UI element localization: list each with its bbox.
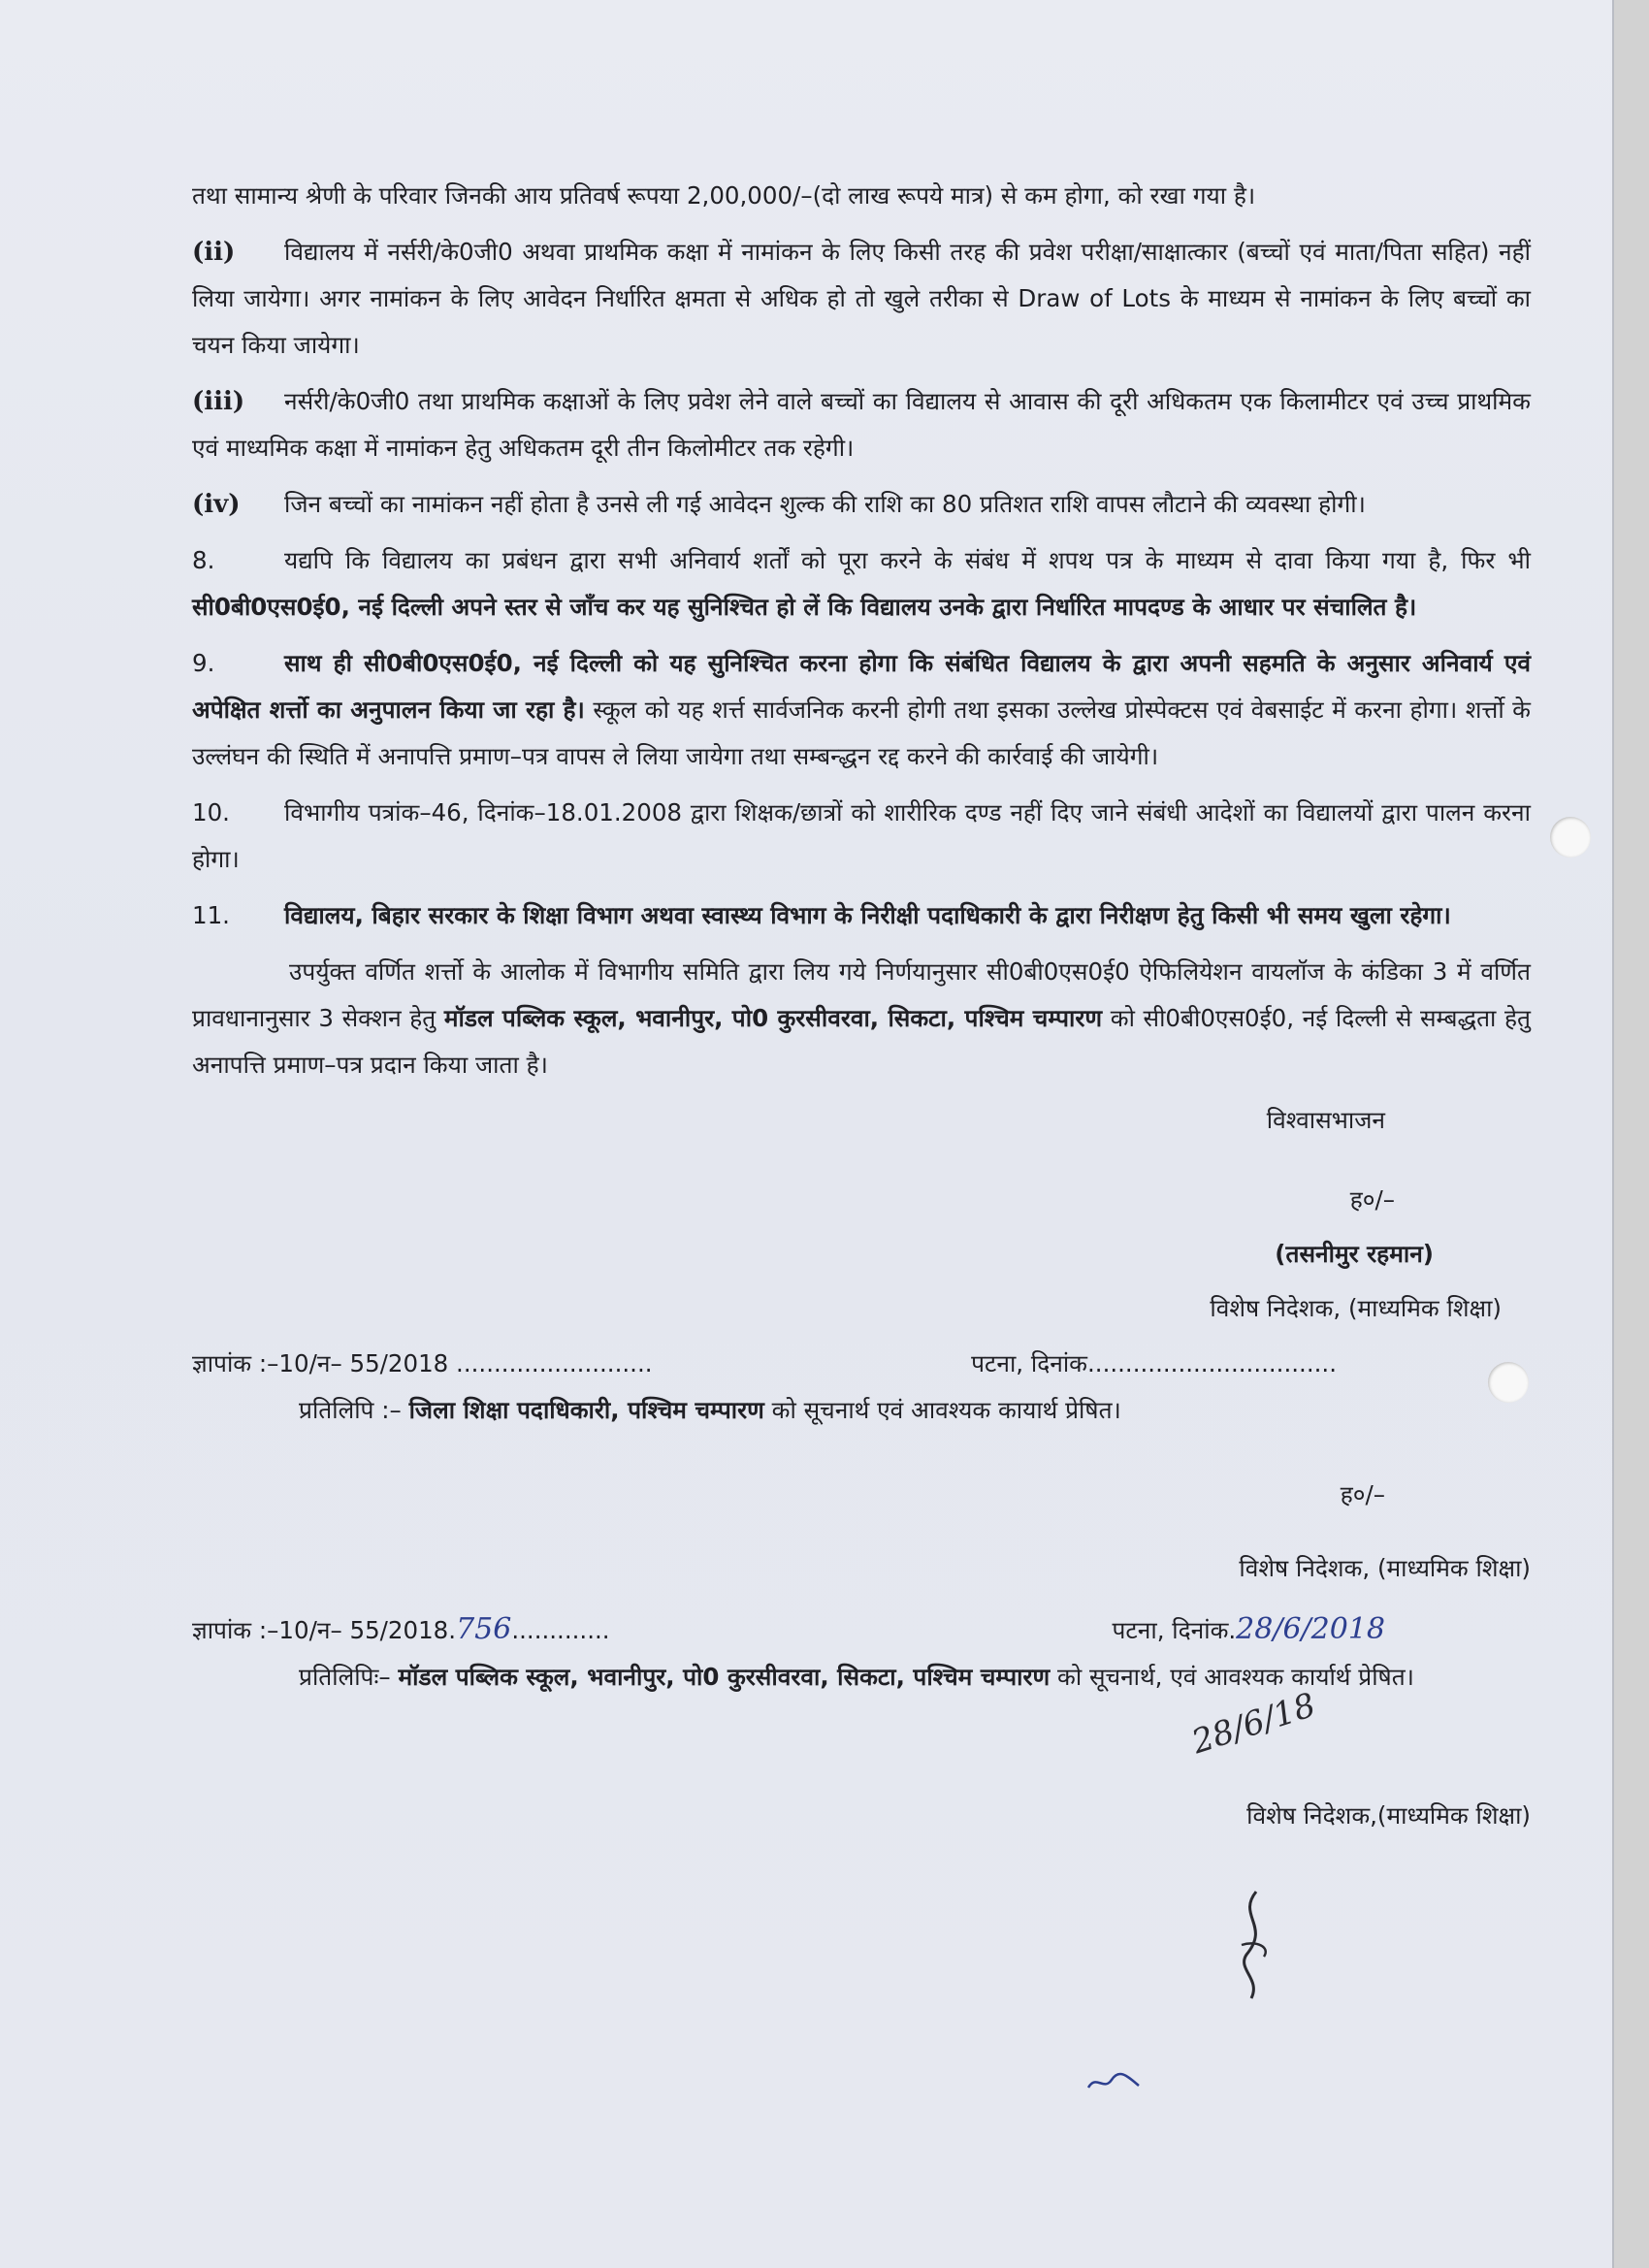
memo-place-date: पटना, दिनांक................................. <box>971 1349 1337 1377</box>
point-bold-text: सी0बी0एस0ई0, नई दिल्ली अपने स्तर से जाँच कर यह सुनिश्चित हो लें कि विद्यालय उनके द्वारा निर्धारित मापदण्ड के आधार पर संचालित है। <box>192 593 1417 621</box>
memo-number: ज्ञापांक :–10/न– 55/2018 .......................... <box>192 1349 653 1377</box>
item-number: (iii) <box>192 387 245 416</box>
point-bold-text: साथ ही सी0बी0एस0ई0, नई दिल्ली को यह सुनिश्चित करना होगा कि संबंधित विद्यालय के द्वारा अपनी सहमति के अनुसार अनिवार्य एवं अपेक्षित शर्त्तो का अनुपालन किया जा रहा है। <box>192 649 1531 724</box>
signatory-name: (तसनीमुर रहमान) <box>1275 1240 1434 1268</box>
item-text: विद्यालय में नर्सरी/के0जी0 अथवा प्राथमिक कक्षा में नामांकन के लिए किसी तरह की प्रवेश परीक्षा/साक्षात्कार (बच्चों एवं माता/पिता सहित) नहीं लिया जायेगा। अगर नामांकन के लिए आवेदन निर्धारित क्षमता से अधिक हो तो खुले तरीका से Draw of Lots के माध्यम से नामांकन के लिए बच्चों का चयन किया जायेगा। <box>192 238 1531 359</box>
letter-body <box>192 173 1531 1848</box>
initial-date: 28/6/18 <box>1186 1685 1320 1763</box>
memo1-signature <box>192 1546 1531 1591</box>
item-text: नर्सरी/के0जी0 तथा प्राथमिक कक्षाओं के लिए प्रवेश लेने वाले बच्चों का विद्यालय से आवास की दूरी अधिकतम एक किलामीटर एवं उच्च प्राथमिक एवं माध्यमिक कक्षा में नामांकन हेतु अधिकतम दूरी तीन किलोमीटर तक रहेगी। <box>192 387 1531 462</box>
signature-block <box>192 1286 1531 1331</box>
item-iii <box>192 378 1531 471</box>
conclusion-text-end: को सी0बी0एस0ई0, नई दिल्ली से सम्बद्धता हेतु अनापत्ति प्रमाण–पत्र प्रदान किया जाता है। <box>192 1004 1531 1079</box>
memo2-signature <box>192 1794 1531 1838</box>
memo1-signature <box>192 1473 1531 1517</box>
point-8 <box>192 537 1531 631</box>
signed-mark: ह०/– <box>1349 1185 1395 1214</box>
closing-word: विश्वासभाजन <box>1266 1106 1385 1134</box>
punch-hole <box>1550 817 1591 858</box>
ink-mark <box>1084 2068 1143 2095</box>
signatory-designation: विशेष निदेशक, (माध्यमिक शिक्षा) <box>1239 1554 1531 1582</box>
signature-block <box>192 1178 1531 1222</box>
item-number: (ii) <box>192 238 236 267</box>
conclusion-paragraph <box>192 949 1531 1088</box>
item-text: जिन बच्चों का नामांकन नहीं होता है उनसे ली गई आवेदन शुल्क की राशि का 80 प्रतिशत राशि वापस लौटाने की व्यवस्था होगी। <box>284 490 1366 518</box>
point-number: 8. <box>192 546 215 574</box>
school-name: मॉडल पब्लिक स्कूल, भवानीपुर, पो0 कुरसीवरवा, सिकटा, पश्चिम चम्पारण <box>443 1004 1103 1032</box>
copy-label: प्रतिलिपिः– <box>299 1663 391 1691</box>
handwritten-date: 28/6/2018 <box>1236 1612 1385 1646</box>
point-9 <box>192 640 1531 780</box>
signatory-designation: विशेष निदेशक,(माध्यमिक शिक्षा) <box>1246 1801 1531 1830</box>
copy-purpose: को सूचनार्थ एवं आवश्यक कायार्थ प्रेषित। <box>771 1396 1121 1424</box>
point-10 <box>192 790 1531 883</box>
point-text: स्कूल को यह शर्त्त सार्वजनिक करनी होगी तथा इसका उल्लेख प्रोस्पेक्टस एवं वेबसाईट में करना होगा। शर्त्तो के उल्लंघन की स्थिति में अनापत्ति प्रमाण–पत्र वापस ले लिया जायेगा तथा सम्बन्द्धन रद्द करने की कार्रवाई की जायेगी। <box>192 696 1531 770</box>
memo1-reference-row <box>192 1341 1531 1387</box>
memo2-reference-row <box>192 1606 1531 1654</box>
memo-number: ज्ञापांक :–10/न– 55/2018.756............. <box>192 1612 610 1646</box>
copy-purpose: को सूचनार्थ, एवं आवश्यक कार्यार्थ प्रेषित। <box>1057 1663 1414 1691</box>
signature-block <box>192 1098 1531 1143</box>
point-number: 10. <box>192 798 230 826</box>
copy-label: प्रतिलिपि :– <box>299 1396 402 1424</box>
intro-paragraph: तथा सामान्य श्रेणी के परिवार जिनकी आय प्रतिवर्ष रूपया 2,00,000/–(दो लाख रूपये मात्र) से कम होगा, को रखा गया है। <box>192 181 1256 210</box>
copy-recipient: जिला शिक्षा पदाधिकारी, पश्चिम चम्पारण <box>408 1396 764 1424</box>
point-number: 11. <box>192 901 230 929</box>
signature-scribble <box>1217 1887 1295 2003</box>
signatory-designation: विशेष निदेशक, (माध्यमिक शिक्षा) <box>1210 1294 1502 1322</box>
signed-mark: ह०/– <box>1340 1480 1385 1508</box>
point-text: विभागीय पत्रांक–46, दिनांक–18.01.2008 द्वारा शिक्षक/छात्रों को शारीरिक दण्ड नहीं दिए जाने संबंधी आदेशों का विद्यालयों द्वारा पालन करना होगा। <box>192 798 1531 873</box>
memo2-copy <box>192 1654 1531 1701</box>
signature-block <box>192 1232 1531 1277</box>
memo1-copy <box>192 1387 1531 1434</box>
handwritten-initials <box>192 1685 1531 1794</box>
item-ii <box>192 229 1531 369</box>
item-number: (iv) <box>192 490 241 519</box>
memo-place-date: पटना, दिनांक.28/6/2018 <box>1112 1612 1385 1646</box>
handwritten-dispatch-number: 756 <box>456 1612 512 1646</box>
point-11 <box>192 892 1531 939</box>
item-iv <box>192 481 1531 528</box>
conclusion-text: उपर्युक्त वर्णित शर्त्तो के आलोक में विभागीय समिति द्वारा लिय गये निर्णयानुसार सी0बी0एस0ई0 ऐफिलियेशन वायलॉज के कंडिका 3 में वर्णित प्रावधानानुसार 3 सेक्शन हेतु <box>192 957 1531 1032</box>
point-text: यद्यपि कि विद्यालय का प्रबंधन द्वारा सभी अनिवार्य शर्तों को पूरा करने के संबंध में शपथ पत्र के माध्यम से दावा किया गया है, फिर भी <box>284 546 1531 574</box>
point-bold-text: विद्यालय, बिहार सरकार के शिक्षा विभाग अथवा स्वास्थ्य विभाग के निरीक्षी पदाधिकारी के द्वारा निरीक्षण हेतु किसी भी समय खुला रहेगा। <box>284 901 1451 929</box>
copy-recipient: मॉडल पब्लिक स्कूल, भवानीपुर, पो0 कुरसीवरवा, सिकटा, पश्चिम चम्पारण <box>398 1663 1051 1691</box>
point-number: 9. <box>192 649 215 677</box>
